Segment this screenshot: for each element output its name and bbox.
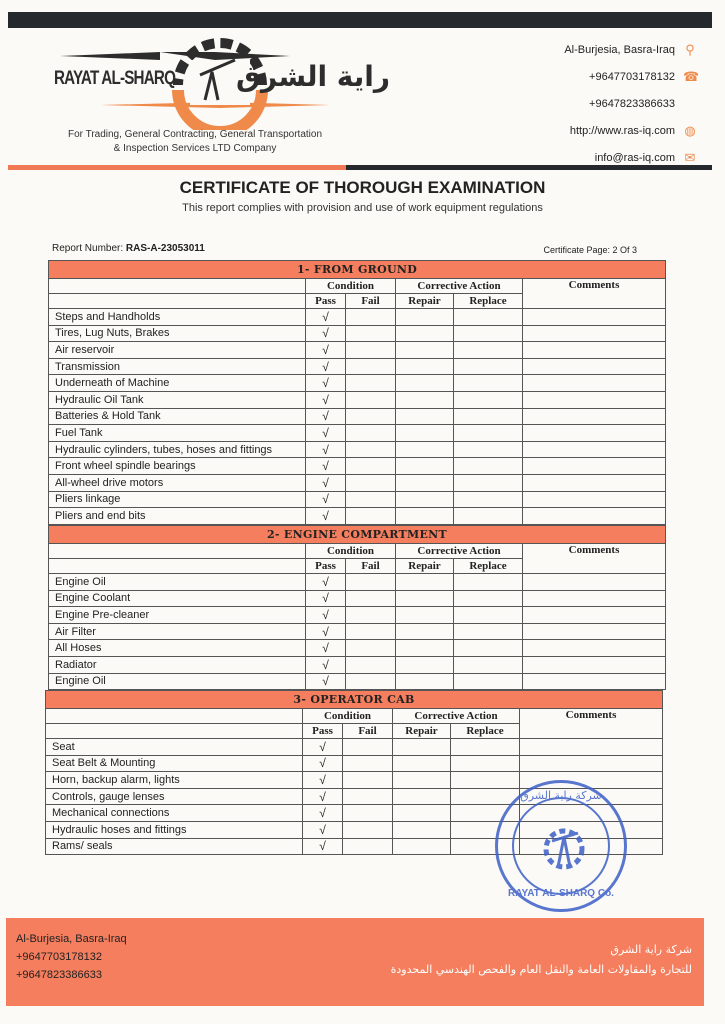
col-condition: Condition (306, 279, 396, 294)
comments-cell (523, 358, 666, 375)
telephone-icon: ☎ (683, 68, 700, 84)
replace-cell (451, 755, 520, 772)
fail-cell (346, 458, 396, 475)
comments-cell (520, 739, 663, 756)
replace-cell (454, 508, 523, 525)
fail-cell (343, 755, 393, 772)
contact-text: +9647823386633 (589, 97, 675, 110)
replace-cell (454, 574, 523, 591)
replace-cell (454, 491, 523, 508)
inspection-table (48, 525, 666, 690)
fail-cell (346, 391, 396, 408)
item-name: Radiator (49, 656, 306, 673)
footer-phone: +9647823386633 (16, 969, 102, 981)
stamp-text-ar: شركة راية الشرق (520, 789, 602, 802)
repair-cell (396, 640, 454, 657)
item-name: All-wheel drive motors (49, 474, 306, 491)
table-row (49, 309, 666, 326)
comments-cell (523, 342, 666, 359)
contact-text: http://www.ras-iq.com (569, 124, 675, 137)
repair-cell (396, 375, 454, 392)
pass-check: √ (306, 590, 346, 607)
col-comments: Comments (523, 544, 666, 574)
pass-check: √ (306, 623, 346, 640)
col-replace: Replace (451, 724, 520, 739)
stamp-gear-icon (538, 823, 590, 875)
replace-cell (454, 640, 523, 657)
fail-cell (346, 508, 396, 525)
col-comments: Comments (520, 709, 663, 739)
col-repair: Repair (393, 724, 451, 739)
fail-cell (346, 425, 396, 442)
footer-address: Al-Burjesia, Basra-Iraq (16, 933, 127, 945)
comments-cell (523, 607, 666, 624)
pass-check: √ (303, 772, 343, 789)
pass-check: √ (306, 491, 346, 508)
company-stamp (495, 780, 627, 912)
repair-cell (393, 788, 451, 805)
repair-cell (396, 508, 454, 525)
item-name: Horn, backup alarm, lights (46, 772, 303, 789)
replace-cell (454, 342, 523, 359)
repair-cell (393, 772, 451, 789)
replace-cell (454, 408, 523, 425)
item-name: Controls, gauge lenses (46, 788, 303, 805)
item-name: Engine Pre-cleaner (49, 607, 306, 624)
table-row (49, 673, 666, 690)
contact-item (564, 36, 697, 63)
item-name: Hydraulic Oil Tank (49, 391, 306, 408)
pass-check: √ (303, 805, 343, 822)
fail-cell (346, 441, 396, 458)
location-pin-icon: ⚲ (685, 41, 695, 57)
col-repair: Repair (396, 294, 454, 309)
repair-cell (393, 838, 451, 855)
item-name: Hydraulic hoses and fittings (46, 821, 303, 838)
repair-cell (396, 491, 454, 508)
globe-icon: ◍ (684, 122, 696, 138)
item-name: All Hoses (49, 640, 306, 657)
comments-cell (523, 408, 666, 425)
pass-check: √ (306, 425, 346, 442)
fail-cell (343, 805, 393, 822)
pass-check: √ (306, 474, 346, 491)
pass-check: √ (306, 391, 346, 408)
repair-cell (396, 574, 454, 591)
section-title: 1- FROM GROUND (49, 261, 666, 279)
pass-check: √ (306, 309, 346, 326)
fail-cell (346, 640, 396, 657)
table-row (49, 491, 666, 508)
contact-item (564, 117, 697, 144)
comments-cell (523, 656, 666, 673)
item-name: Mechanical connections (46, 805, 303, 822)
pass-check: √ (303, 821, 343, 838)
fail-cell (343, 821, 393, 838)
fail-cell (346, 309, 396, 326)
repair-cell (396, 656, 454, 673)
table-row (49, 508, 666, 525)
pass-check: √ (306, 358, 346, 375)
comments-cell (523, 474, 666, 491)
fail-cell (346, 590, 396, 607)
col-fail: Fail (346, 294, 396, 309)
col-pass: Pass (303, 724, 343, 739)
item-name: Seat Belt & Mounting (46, 755, 303, 772)
pass-check: √ (303, 755, 343, 772)
contact-item (564, 90, 697, 117)
pass-check: √ (303, 739, 343, 756)
repair-cell (396, 623, 454, 640)
comments-cell (523, 491, 666, 508)
replace-cell (454, 607, 523, 624)
col-repair: Repair (396, 559, 454, 574)
repair-cell (393, 755, 451, 772)
contact-text: Al-Burjesia, Basra-Iraq (564, 43, 675, 56)
repair-cell (396, 607, 454, 624)
replace-cell (454, 375, 523, 392)
divider-dark (346, 165, 712, 170)
comments-cell (520, 755, 663, 772)
fail-cell (346, 408, 396, 425)
table-row (49, 441, 666, 458)
fail-cell (346, 474, 396, 491)
comments-cell (523, 574, 666, 591)
col-condition: Condition (303, 709, 393, 724)
section-title: 3- OPERATOR CAB (46, 691, 663, 709)
table-row (49, 623, 666, 640)
pass-check: √ (303, 788, 343, 805)
fail-cell (346, 325, 396, 342)
table-row (49, 408, 666, 425)
fail-cell (343, 838, 393, 855)
fail-cell (346, 342, 396, 359)
fail-cell (346, 491, 396, 508)
report-number-label: Report Number: (52, 243, 126, 254)
table-row (49, 325, 666, 342)
item-name: Pliers and end bits (49, 508, 306, 525)
table-row (49, 425, 666, 442)
report-number-value: RAS-A-23053011 (125, 243, 205, 254)
item-name: Air reservoir (49, 342, 306, 359)
item-name: Engine Coolant (49, 590, 306, 607)
comments-cell (523, 590, 666, 607)
col-corrective-action: Corrective Action (396, 544, 523, 559)
table-row (49, 391, 666, 408)
fail-cell (343, 772, 393, 789)
replace-cell (454, 673, 523, 690)
footer-description-ar: للتجارة والمقاولات العامة والنقل العام والفحص الهندسي المحدودة (390, 963, 692, 976)
table-row (49, 342, 666, 359)
repair-cell (393, 805, 451, 822)
fail-cell (346, 358, 396, 375)
replace-cell (454, 441, 523, 458)
table-row (49, 590, 666, 607)
item-name: Tires, Lug Nuts, Brakes (49, 325, 306, 342)
replace-cell (454, 309, 523, 326)
item-name: Transmission (49, 358, 306, 375)
comments-cell (523, 673, 666, 690)
comments-cell (523, 325, 666, 342)
blank-icon (683, 97, 697, 111)
page-subtitle: This report complies with provision and use of work equipment regulations (182, 202, 543, 214)
item-name: Front wheel spindle bearings (49, 458, 306, 475)
table-row (49, 640, 666, 657)
repair-cell (396, 391, 454, 408)
logo-text-en: RAYAT AL-SHARQ (54, 68, 176, 89)
pass-check: √ (306, 607, 346, 624)
contact-item (564, 63, 700, 90)
pass-check: √ (306, 441, 346, 458)
page-title: CERTIFICATE OF THOROUGH EXAMINATION (179, 178, 546, 197)
pass-check: √ (306, 375, 346, 392)
replace-cell (454, 458, 523, 475)
replace-cell (454, 325, 523, 342)
comments-cell (523, 458, 666, 475)
replace-cell (451, 772, 520, 789)
replace-cell (454, 590, 523, 607)
fail-cell (346, 375, 396, 392)
stamp-text-en: RAYAT AL-SHARQ Co. (508, 888, 614, 899)
comments-cell (523, 375, 666, 392)
certificate-page: Certificate Page: 2 Of 3 (543, 245, 637, 255)
repair-cell (396, 358, 454, 375)
fail-cell (346, 574, 396, 591)
item-name: Underneath of Machine (49, 375, 306, 392)
pass-check: √ (306, 342, 346, 359)
table-row (49, 574, 666, 591)
fail-cell (346, 673, 396, 690)
comments-cell (523, 425, 666, 442)
col-pass: Pass (306, 294, 346, 309)
repair-cell (396, 673, 454, 690)
item-name: Pliers linkage (49, 491, 306, 508)
pass-check: √ (306, 325, 346, 342)
top-bar (8, 12, 712, 28)
item-name: Hydraulic cylinders, tubes, hoses and fittings (49, 441, 306, 458)
inspection-table (48, 260, 666, 525)
item-name: Rams/ seals (46, 838, 303, 855)
col-corrective-action: Corrective Action (393, 709, 520, 724)
item-name: Engine Oil (49, 574, 306, 591)
repair-cell (393, 821, 451, 838)
col-corrective-action: Corrective Action (396, 279, 523, 294)
replace-cell (454, 391, 523, 408)
repair-cell (396, 590, 454, 607)
contact-text: +9647703178132 (589, 70, 675, 83)
fail-cell (343, 788, 393, 805)
fail-cell (346, 623, 396, 640)
item-name: Fuel Tank (49, 425, 306, 442)
divider-orange (8, 165, 346, 170)
repair-cell (396, 474, 454, 491)
footer-phone: +9647703178132 (16, 951, 102, 963)
item-name: Engine Oil (49, 673, 306, 690)
repair-cell (396, 408, 454, 425)
comments-cell (523, 309, 666, 326)
item-name: Seat (46, 739, 303, 756)
fail-cell (346, 607, 396, 624)
pass-check: √ (306, 673, 346, 690)
replace-cell (451, 739, 520, 756)
table-row (46, 755, 663, 772)
pass-check: √ (303, 838, 343, 855)
col-comments: Comments (523, 279, 666, 309)
repair-cell (393, 739, 451, 756)
fail-cell (346, 656, 396, 673)
envelope-icon: ✉ (684, 149, 696, 165)
pass-check: √ (306, 656, 346, 673)
comments-cell (523, 391, 666, 408)
comments-cell (523, 441, 666, 458)
col-pass: Pass (306, 559, 346, 574)
col-fail: Fail (346, 559, 396, 574)
contact-list (564, 36, 700, 171)
repair-cell (396, 325, 454, 342)
table-row (49, 474, 666, 491)
col-fail: Fail (343, 724, 393, 739)
comments-cell (523, 640, 666, 657)
item-name: Batteries & Hold Tank (49, 408, 306, 425)
report-number (52, 243, 205, 254)
repair-cell (396, 441, 454, 458)
replace-cell (454, 474, 523, 491)
table-row (46, 739, 663, 756)
footer (6, 918, 704, 1006)
repair-cell (396, 309, 454, 326)
col-replace: Replace (454, 559, 523, 574)
repair-cell (396, 342, 454, 359)
tagline-line: For Trading, General Contracting, General Transportation (67, 129, 323, 140)
repair-cell (396, 425, 454, 442)
replace-cell (454, 425, 523, 442)
replace-cell (454, 656, 523, 673)
table-row (49, 607, 666, 624)
section-title: 2- ENGINE COMPARTMENT (49, 526, 666, 544)
logo-text-ar: راية الشرق (236, 60, 391, 93)
table-row (49, 375, 666, 392)
table-row (49, 358, 666, 375)
pass-check: √ (306, 640, 346, 657)
table-row (49, 458, 666, 475)
pass-check: √ (306, 458, 346, 475)
col-replace: Replace (454, 294, 523, 309)
pass-check: √ (306, 508, 346, 525)
item-name: Steps and Handholds (49, 309, 306, 326)
tagline-line: & Inspection Services LTD Company (113, 143, 277, 154)
replace-cell (454, 623, 523, 640)
repair-cell (396, 458, 454, 475)
footer-company-ar: شركة راية الشرق (610, 943, 692, 956)
pass-check: √ (306, 408, 346, 425)
table-row (49, 656, 666, 673)
comments-cell (523, 508, 666, 525)
contact-text: info@ras-iq.com (594, 151, 675, 164)
comments-cell (523, 623, 666, 640)
replace-cell (454, 358, 523, 375)
tagline (40, 128, 350, 156)
item-name: Air Filter (49, 623, 306, 640)
pass-check: √ (306, 574, 346, 591)
fail-cell (343, 739, 393, 756)
col-condition: Condition (306, 544, 396, 559)
